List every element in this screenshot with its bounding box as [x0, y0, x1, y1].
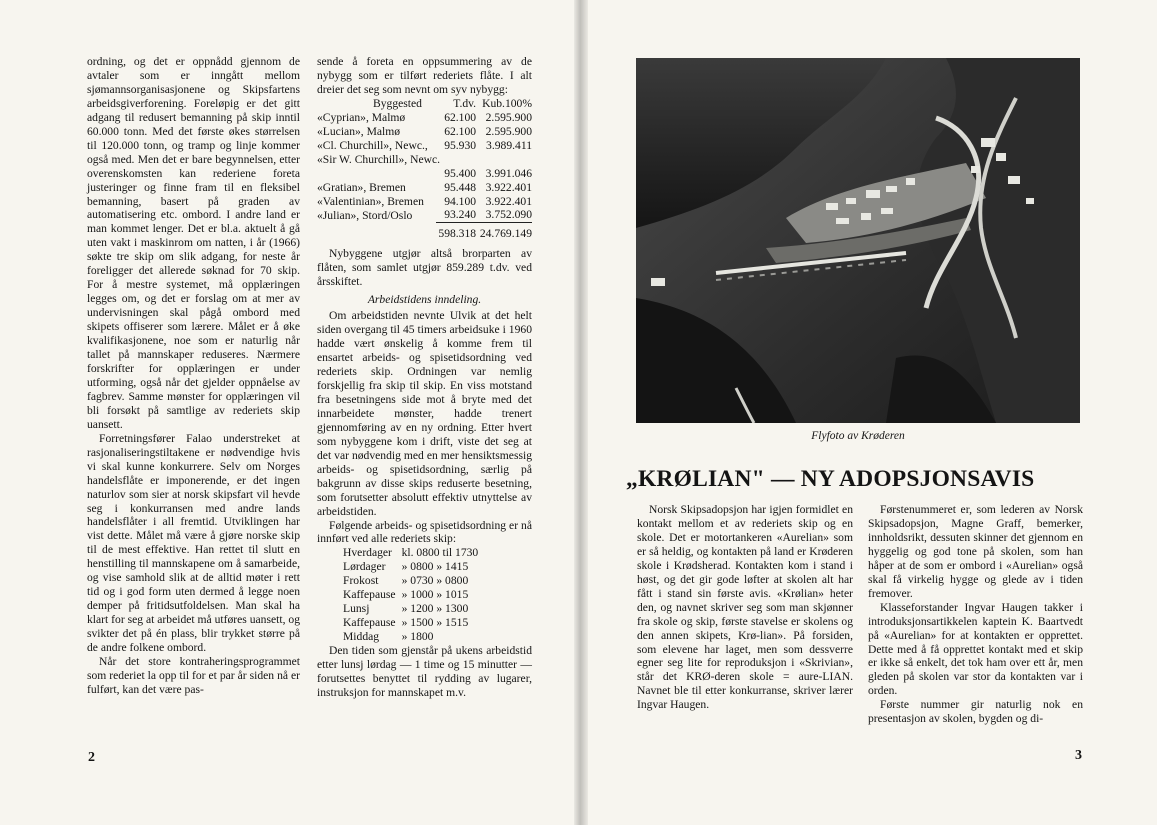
- table-row: [317, 208, 532, 222]
- table-cell: 94.100: [444, 194, 477, 208]
- table-cell: kl. 0800 til 1730: [401, 546, 479, 560]
- page-gutter: [574, 0, 588, 825]
- table-row: [317, 153, 532, 167]
- table-row: [343, 560, 484, 574]
- aerial-photo: [636, 58, 1080, 423]
- table-cell: [317, 167, 436, 181]
- paragraph: ordning, og det er oppnådd gjennom de avtaler som er inngått mellom sjømannsorganisasjonene og Skipsfartens arbeidsgiverforening. Foreløpig er det gitt adgang til redusert bemanning på skip inntil 60.000 tonn. Med det første økes størrelsen til 120.000 tonn, og tramp og linje kommer også med. Men det er bare begynnelsen, etter overenskomsten kan rederiene foreta justeringer og finne fram til en fleksibel bemanning, basert på graden av automatisering etc. ombord. I andre land er man kommet lenger. Det er bl.a. aktuelt å gå uten vakt i maskinrom om natten, i år (1966) søkte tre skip om slik adgang, for neste år foreligger det allerede søknad for 70 skip. For å mestre systemet, må opplæringen legges om, og det er forslag om at mer av undervisningen skal pågå ombord med skipets offiserer som lærere. Målet er å øke kvalifikasjonene, noe som er naturlig når tallet på mannskaper reduseres. Nærmere forskrifter for opplæringen er under utforming, også når det gjelder oppnåelse av fagbrev. Samme mønster for opplæringen vil bli forsøkt på samtlige av rederiets skip uansett.: [87, 55, 300, 431]
- photo-caption: Flyfoto av Krøderen: [811, 430, 905, 442]
- table-cell: » 0730 » 0800: [401, 574, 469, 588]
- table-cell: «Valentinian», Bremen: [317, 194, 424, 208]
- table-row: [343, 602, 484, 616]
- paragraph: Nybyggene utgjør altså brorparten av flåten, som samlet utgjør 859.289 t.dv. ved årsskiftet.: [317, 247, 532, 289]
- table-row: [317, 125, 532, 139]
- left-page-column-2: [317, 55, 532, 700]
- table-cell: 62.100: [444, 124, 477, 138]
- table-row: [317, 195, 532, 209]
- table-cell: 62.100: [444, 110, 477, 124]
- hours-table: [343, 546, 484, 644]
- table-row: [343, 616, 484, 630]
- table-cell: 3.922.401: [485, 194, 532, 208]
- table-cell: » 0800 » 1415: [401, 560, 469, 574]
- table-cell: » 1000 » 1015: [401, 588, 469, 602]
- table-cell: » 1200 » 1300: [401, 602, 469, 616]
- page-number-left: 2: [88, 750, 95, 765]
- table-cell: 95.448: [444, 180, 477, 194]
- total-dw: 598.318: [436, 223, 476, 241]
- table-cell: 2.595.900: [485, 110, 532, 124]
- paragraph: Første nummer gir naturlig nok en presentasjon av skolen, bygden og di-: [868, 698, 1083, 726]
- paragraph: Om arbeidstiden nevnte Ulvik at det helt siden overgang til 45 timers arbeidsuke i 1960 hadde vært ønskelig å komme frem til ensartet arbeids- og spisetidsordning ved rederiets skip. Ordningen var nemlig forskjellig fra skip til skip. En viss motstand fra besetningens side mot å bryte med det innarbeidete mønster, hadde trenert gjennomføring av en ny ordning. Etter hvert som nybyggene kom i drift, viste det seg at det var nødvendig med en mer hensiktsmessig arbeids- og spisetidsordning, særlig på bakgrunn av disse skips reduserte besetning, som forutsetter absolutt effektiv utnyttelse av arbeidstiden.: [317, 309, 532, 518]
- table-cell: 93.240: [444, 208, 477, 222]
- table-header-row: [317, 97, 532, 111]
- subheading: Arbeidstidens inndeling.: [367, 293, 482, 307]
- table-row: [317, 111, 532, 125]
- table-total-row: [317, 223, 532, 241]
- paragraph: Klasseforstander Ingvar Haugen takker i introduksjonsartikkelen kaptein K. Baartvedt på «Aurelian» for at kontakten er opprettet. Dette med å få opprettet kontakt med et skip er ikke så enkelt, det tok ham over ett år, men gleden på skolen var stor da kontakten var i orden.: [868, 600, 1083, 698]
- table-cell: Middag: [343, 630, 380, 644]
- paragraph: Den tiden som gjenstår på ukens arbeidstid etter lunsj lørdag — 1 time og 15 minutter — forutsettes benyttet til rydding av lugarer, instruksjon for mannskapet m.v.: [317, 644, 532, 699]
- table-cell: «Lucian», Malmø: [317, 124, 401, 138]
- right-page-column-2: [868, 503, 1083, 726]
- table-cell: » 1800: [401, 630, 434, 644]
- fleet-table: [317, 97, 532, 242]
- right-page-column-1: [637, 503, 853, 712]
- page-number-right: 3: [1075, 748, 1082, 763]
- table-cell: «Gratian», Bremen: [317, 180, 406, 194]
- table-cell: «Sir W. Churchill», Newc.: [317, 152, 441, 166]
- table-header: Byggested: [373, 96, 422, 110]
- table-cell: Hverdager: [343, 546, 392, 560]
- table-cell: » 1500 » 1515: [401, 616, 469, 630]
- paragraph: Når det store kontraheringsprogrammet som rederiet la opp til for et par år siden nå er fulført, kan det være pas-: [87, 654, 300, 696]
- table-cell: Lørdager: [343, 560, 386, 574]
- table-cell: «Cyprian», Malmø: [317, 110, 406, 124]
- table-row: [343, 546, 484, 560]
- table-cell: 95.400: [444, 166, 477, 180]
- table-header: Kub.100%: [482, 96, 532, 110]
- paragraph: Førstenummeret er, som lederen av Norsk Skipsadopsjon, Magne Graff, bemerker, innholdsrikt, dessuten skinner det gjennom en hyggelig og god tone på skolen, som han håper at de som er ombord i «Aurelian» også skal få virkelig hygge og glede av i tiden fremover.: [868, 503, 1083, 600]
- table-row: [343, 588, 484, 602]
- table-row: [343, 574, 484, 588]
- paragraph: Forretningsfører Falao understreket at rasjonaliseringstiltakene er nødvendige hvis vi skal kunne konkurrere. Selv om Norges handelsflåte er imponerende, er det ingen naturlov som sier at norsk skipsfart vil hevde seg i konkurransen med andre lands handelsflåter i all fremtid. Utviklingen har vist dette. Målet må være å gjøre norske skip til de mest effektive. Han rettet til slutt en henstilling til mannskapene om å samarbeide, og vise samhold slik at de alltid møter i rett tid og i god form uten dermed å legge noen demper på fritidsutfoldelsen. Man skal ha klart for seg at arbeidet må utføres uansett, og svikter det på én plass, blir trykket større på de andre folkene ombord.: [87, 431, 300, 655]
- article-headline: „KRØLIAN" — NY ADOPSJONSAVIS: [626, 466, 1035, 492]
- table-row: [317, 139, 532, 153]
- table-cell: 3.922.401: [485, 180, 532, 194]
- paragraph: Følgende arbeids- og spisetidsordning er nå innført ved alle rederiets skip:: [317, 518, 532, 546]
- table-row: [317, 167, 532, 181]
- table-cell: «Cl. Churchill», Newc.,: [317, 138, 428, 152]
- table-cell: 95.930: [444, 138, 477, 152]
- table-cell: Lunsj: [343, 602, 370, 616]
- table-cell: 3.991.046: [485, 166, 532, 180]
- table-row: [343, 630, 484, 644]
- table-cell: Kaffepause: [343, 588, 396, 602]
- table-cell: 3.752.090: [485, 208, 532, 222]
- paragraph: Norsk Skipsadopsjon har igjen formidlet en kontakt mellom et av rederiets skip og en skole. Det er motortankeren «Aurelian» som er så heldig, og kontakten på land er Krøderen skole i Krødsherad. Kontakten kom i stand i høst, og det gir gode løfter at skolen alt har fått i stand sin første avis. «Krølian» heter den, og navnet skriver seg som man skjønner fra skole og skip, første stavelse er skolens og den annen skipets, Krø-lian». På forsiden, som elevene har laget, men som dessverre egner seg lite for reproduksjon i «Skrivian», står det KRØ-deren skole = aure-LIAN. Navnet ble til etter konkurranse, skriver lærer Ingvar Haugen.: [637, 503, 853, 712]
- table-cell: «Julian», Stord/Oslo: [317, 208, 413, 222]
- table-header: T.dv.: [453, 96, 477, 110]
- table-cell: 3.989.411: [486, 138, 532, 152]
- table-cell: Kaffepause: [343, 616, 396, 630]
- left-page-column-1: [87, 55, 300, 697]
- paragraph: sende å foreta en oppsummering av de nybygg som er tilført rederiets flåte. I alt dreier det seg som nevnt om syv nybygg:: [317, 55, 532, 96]
- total-kub: 24.769.149: [476, 223, 532, 241]
- table-row: [317, 181, 532, 195]
- table-cell: Frokost: [343, 574, 379, 588]
- table-cell: 2.595.900: [485, 124, 532, 138]
